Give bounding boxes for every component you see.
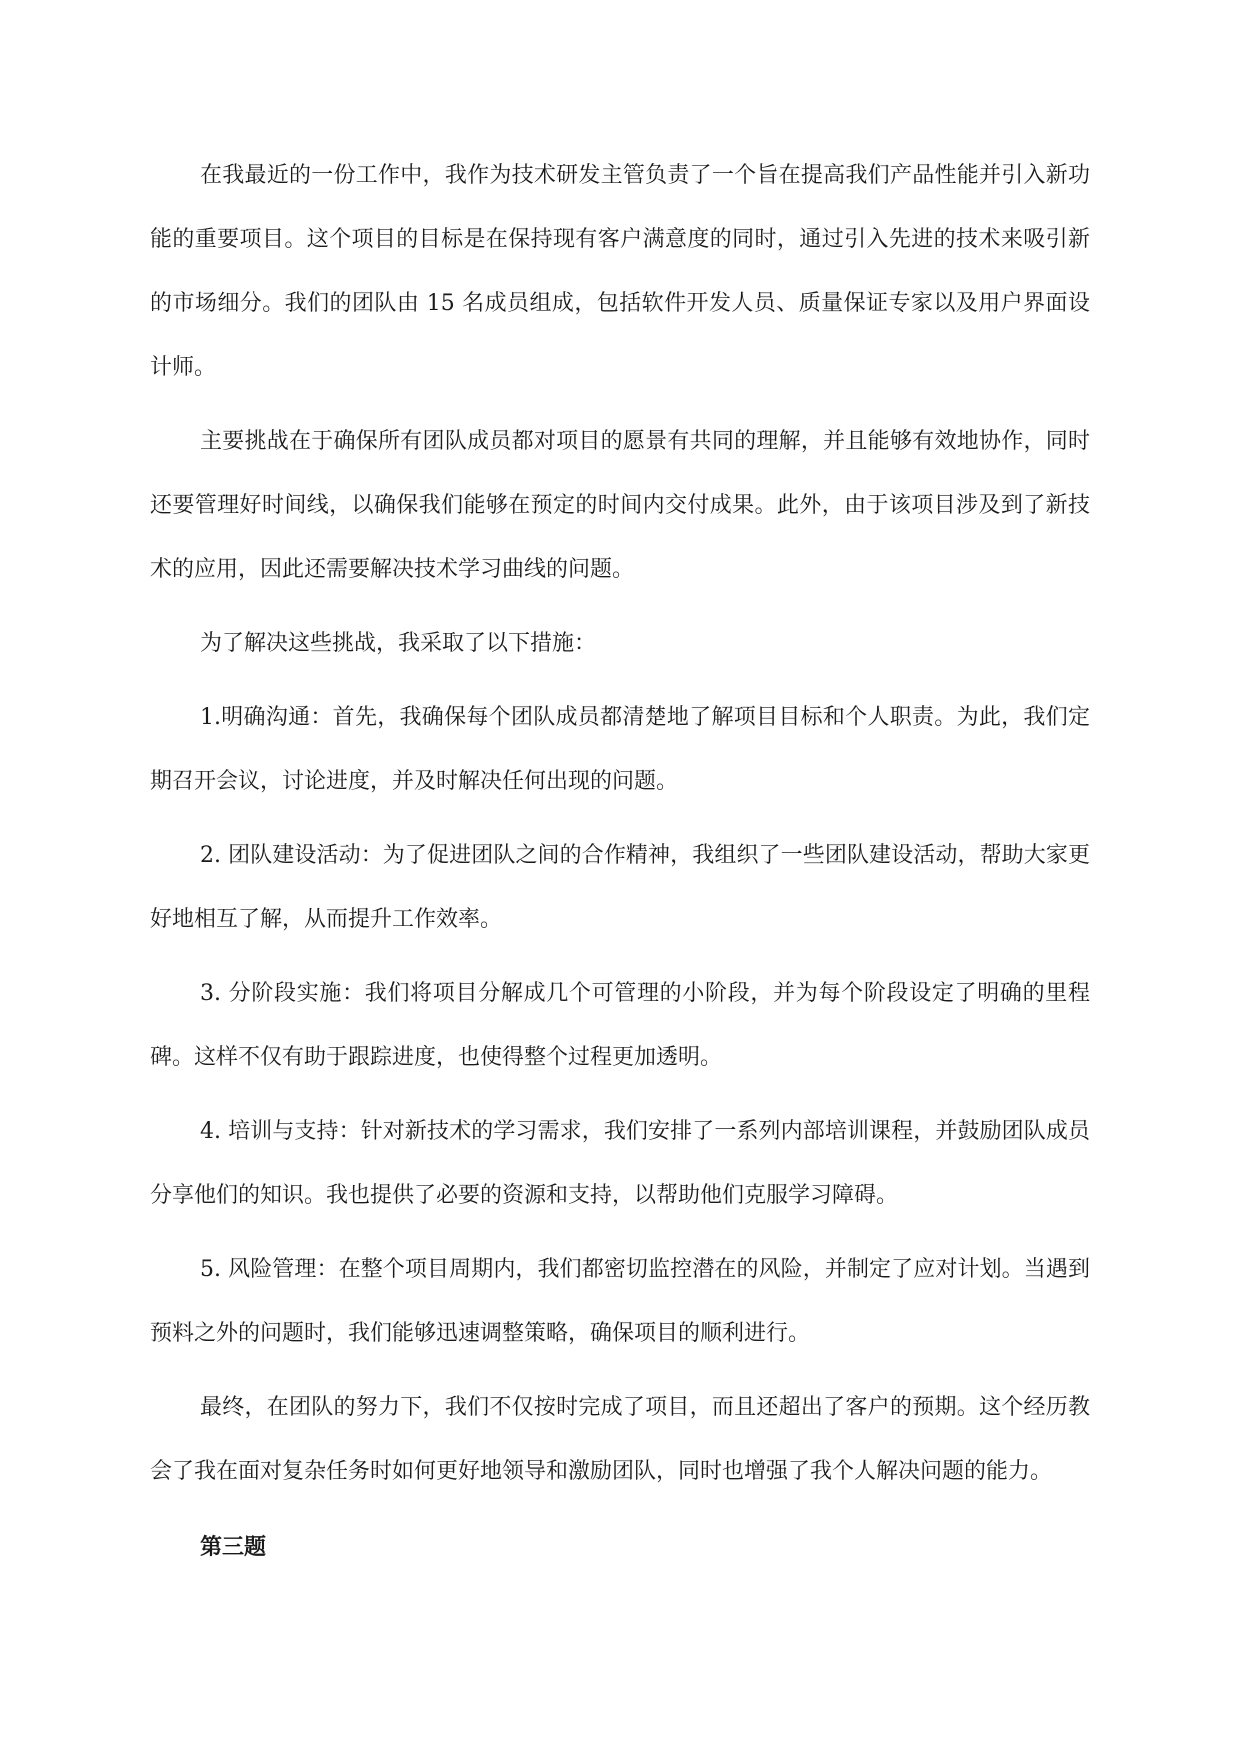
document-body	[150, 144, 1090, 1580]
paragraph-measures-intro: 为了解决这些挑战，我采取了以下措施：	[200, 631, 597, 656]
paragraph-measure-team-building: 2. 团队建设活动：为了促进团队之间的合作精神，我组织了一些团队建设活动，帮助大家更好地相互了解，从而提升工作效率。	[150, 843, 1090, 932]
paragraph-measure-communication: 1.明确沟通：首先，我确保每个团队成员都清楚地了解项目目标和个人职责。为此，我们定期召开会议，讨论进度，并及时解决任何出现的问题。	[150, 705, 1090, 794]
paragraph-conclusion: 最终，在团队的努力下，我们不仅按时完成了项目，而且还超出了客户的预期。这个经历教会了我在面对复杂任务时如何更好地领导和激励团队，同时也增强了我个人解决问题的能力。	[150, 1395, 1090, 1484]
paragraph-measure-training-support: 4. 培训与支持：针对新技术的学习需求，我们安排了一系列内部培训课程，并鼓励团队成员分享他们的知识。我也提供了必要的资源和支持，以帮助他们克服学习障碍。	[150, 1119, 1090, 1208]
paragraph-measure-phased-implementation: 3. 分阶段实施：我们将项目分解成几个可管理的小阶段，并为每个阶段设定了明确的里程碑。这样不仅有助于跟踪进度，也使得整个过程更加透明。	[150, 981, 1090, 1070]
paragraph-measure-risk-management: 5. 风险管理：在整个项目周期内，我们都密切监控潜在的风险，并制定了应对计划。当遇到预料之外的问题时，我们能够迅速调整策略，确保项目的顺利进行。	[150, 1257, 1090, 1346]
paragraph-project-overview: 在我最近的一份工作中，我作为技术研发主管负责了一个旨在提高我们产品性能并引入新功能的重要项目。这个项目的目标是在保持现有客户满意度的同时，通过引入先进的技术来吸引新的市场细分。我们的团队由 15 名成员组成，包括软件开发人员、质量保证专家以及用户界面设计师。	[150, 163, 1090, 380]
paragraph-main-challenge: 主要挑战在于确保所有团队成员都对项目的愿景有共同的理解，并且能够有效地协作，同时还要管理好时间线，以确保我们能够在预定的时间内交付成果。此外，由于该项目涉及到了新技术的应用，因此还需要解决技术学习曲线的问题。	[150, 429, 1090, 582]
section-heading: 第三题	[200, 1535, 267, 1560]
